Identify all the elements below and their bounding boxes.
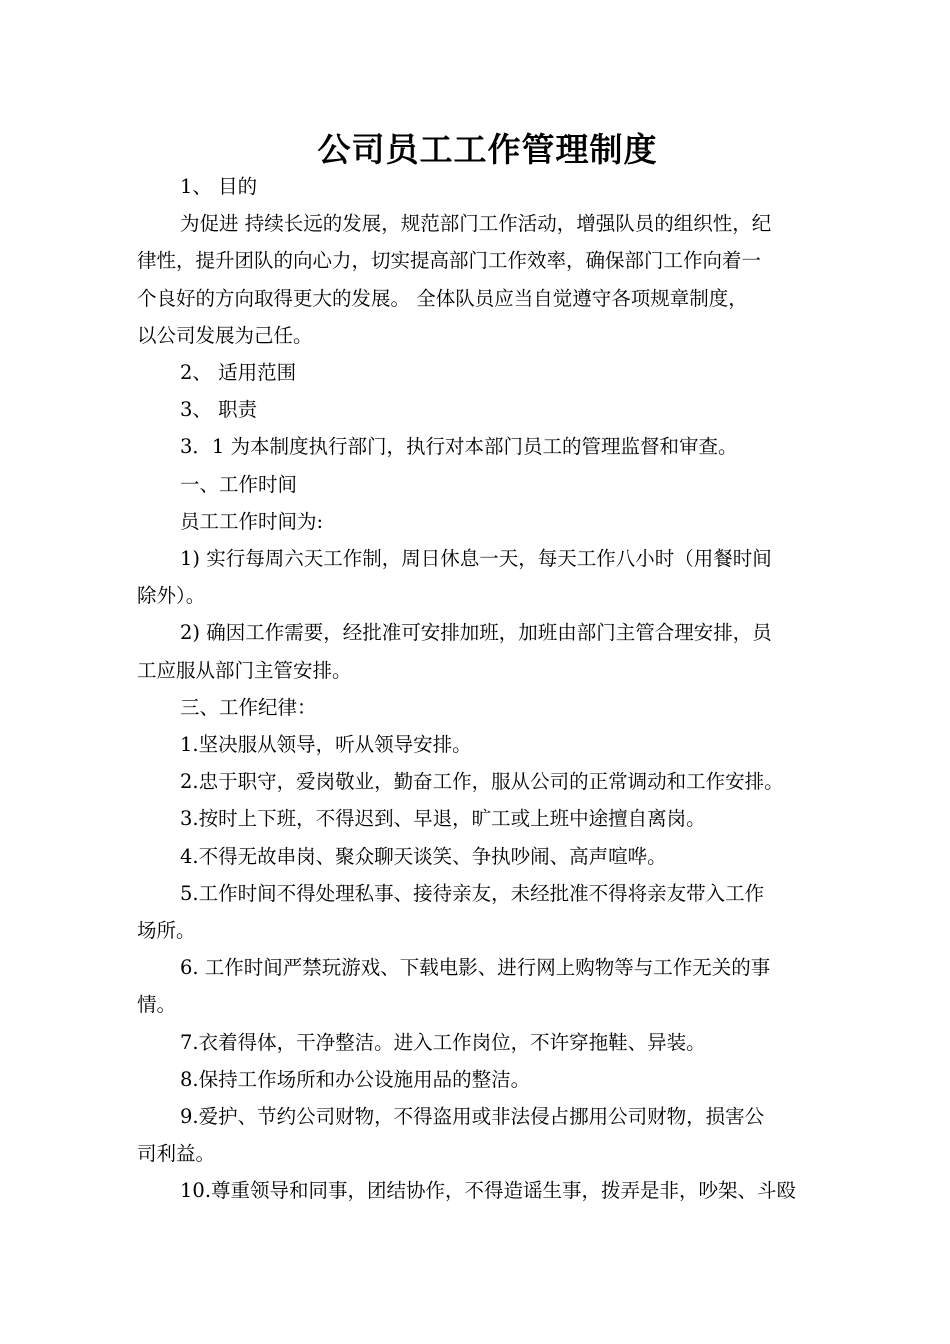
list-item-line: 1) 实行每周六天工作制，周日休息一天，每天工作八小时（用餐时间 [180, 547, 772, 571]
list-item-line: 6. 工作时间严禁玩游戏、下载电影、进行网上购物等与工作无关的事 [180, 956, 771, 980]
list-item-line: 司利益。 [137, 1142, 216, 1166]
list-item-line: 工应服从部门主管安排。 [137, 658, 352, 682]
list-item-line: 除外）。 [137, 584, 206, 608]
list-item-line: 3.按时上下班，不得迟到、早退，旷工或上班中途擅自离岗。 [180, 807, 706, 831]
list-item-line: 情。 [137, 993, 177, 1017]
list-item-line: 7.衣着得体，干净整洁。进入工作岗位，不许穿拖鞋、异装。 [180, 1030, 706, 1054]
list-item-line: 2.忠于职守，爱岗敬业，勤奋工作，服从公司的正常调动和工作安排。 [180, 770, 784, 794]
list-item-line: 8.保持工作场所和办公设施用品的整洁。 [180, 1067, 531, 1091]
section-heading-duties: 3、 职责 [180, 398, 258, 422]
section-heading-discipline: 三、工作纪律： [180, 695, 317, 719]
list-item-line: 1.坚决服从领导，听从领导安排。 [180, 733, 472, 757]
document-body [137, 168, 849, 1210]
list-item-line: 4.不得无故串岗、聚众聊天谈笑、争执吵闹、高声喧哗。 [180, 844, 667, 868]
paragraph-line: 律性，提升团队的向心力，切实提高部门工作效率，确保部门工作向着一 [137, 249, 762, 273]
section-heading-scope: 2、 适用范围 [180, 361, 297, 385]
list-item-line: 5.工作时间不得处理私事、接待亲友，未经批准不得将亲友带入工作 [180, 881, 765, 905]
list-item-line: 9.爱护、节约公司财物，不得盗用或非法侵占挪用公司财物，损害公 [180, 1105, 765, 1129]
paragraph-line: 3．1 为本制度执行部门，执行对本部门员工的管理监督和审查。 [180, 435, 738, 459]
section-heading-purpose: 1、 目的 [180, 175, 258, 198]
section-heading-work-time: 一、工作时间 [180, 472, 298, 496]
paragraph-line: 员工工作时间为: [180, 509, 324, 533]
document-title: 公司员工工作管理制度 [317, 130, 658, 169]
paragraph-line: 个良好的方向取得更大的发展。 全体队员应当自觉遵守各项规章制度， [137, 286, 748, 310]
list-item-line: 10.尊重领导和同事，团结协作，不得造谣生事，拨弄是非，吵架、斗殴 [180, 1179, 797, 1203]
paragraph-line: 以公司发展为己任。 [137, 323, 313, 347]
list-item-line: 2) 确因工作需要，经批准可安排加班，加班由部门主管合理安排，员 [180, 621, 772, 645]
list-item-line: 场所。 [137, 919, 196, 943]
paragraph-line: 为促进 持续长远的发展，规范部门工作活动，增强队员的组织性，纪 [180, 212, 772, 236]
